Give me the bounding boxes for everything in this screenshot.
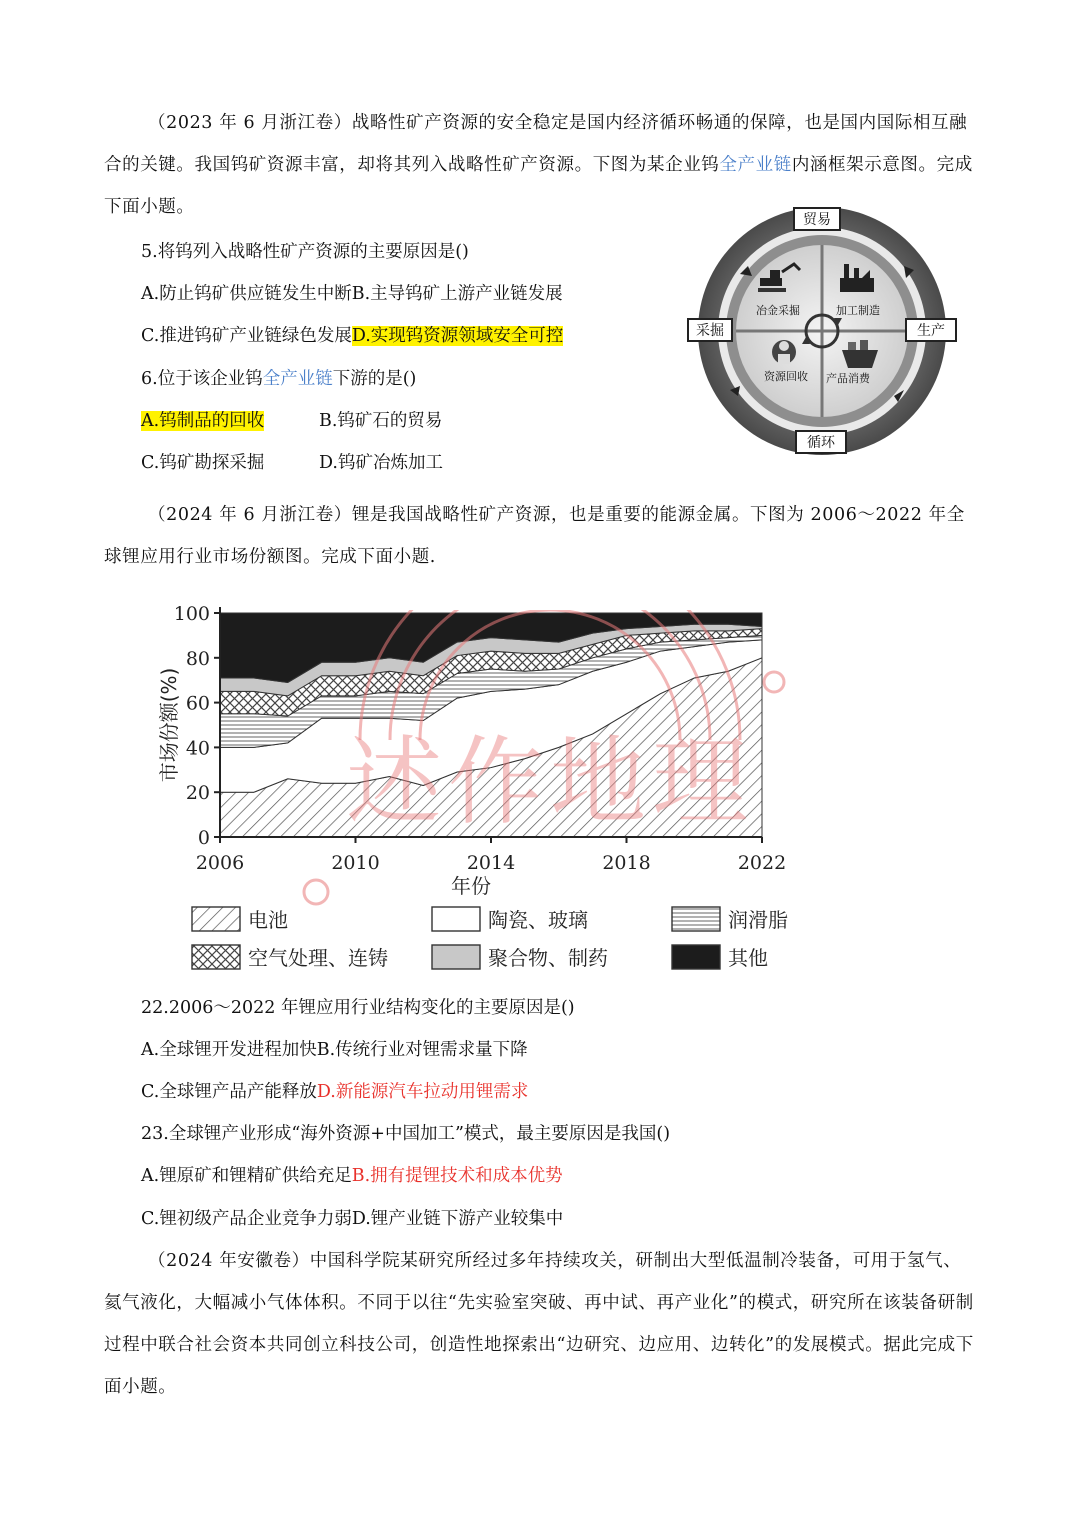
series-battery-legend-swatch	[192, 907, 240, 931]
series-ceramics-glass-legend-swatch	[432, 907, 480, 931]
q6-options-ab	[141, 409, 443, 433]
outer-label-trade: 贸易	[803, 212, 831, 228]
q6-stem-prefix: 6.位于该企业钨	[141, 369, 263, 389]
quadrant-label: 冶金采掘	[756, 304, 800, 317]
outer-label-production: 生产	[917, 323, 945, 339]
series-grease-legend-label: 润滑脂	[728, 908, 788, 932]
q6-stem	[141, 367, 416, 391]
y-tick-label: 40	[185, 737, 210, 760]
q6-option-a-answer: A.钨制品的回收	[141, 411, 265, 431]
series-air-casting-legend-label: 空气处理、连铸	[248, 946, 388, 970]
outer-label-mining: 采掘	[696, 323, 724, 339]
q5-options-ab	[141, 282, 563, 306]
section3-intro: （2024 年安徽卷）中国科学院某研究所经过多年持续攻关，研制出大型低温制冷装备，可用于氢气、氦气液化，大幅减小气体体积。不同于以往“先实验室突破、再中试、再产业化”的模式，研究所在该装备研制过程中联合社会资本共同创立科技公司，创造性地探索出“边研究、边应用、边转化”的发展模式。据此完成下面小题。	[104, 1251, 974, 1397]
q6-stem-suffix: 下游的是()	[332, 369, 417, 389]
quadrant-label: 加工制造	[836, 304, 880, 317]
y-tick-label: 0	[197, 827, 210, 849]
chart-legend	[192, 907, 788, 970]
q22-options-cd	[141, 1080, 528, 1104]
y-tick-label: 80	[185, 647, 210, 670]
q22-options-ab	[141, 1038, 528, 1062]
quadrant-label: 资源回收	[764, 370, 808, 383]
section2-intro: （2024 年 6 月浙江卷）锂是我国战略性矿产资源，也是重要的能源金属。下图为 2006～2022 年全球锂应用行业市场份额图。完成下面小题.	[104, 505, 965, 567]
recycle-person-icon	[772, 340, 796, 364]
x-tick-label: 2010	[331, 852, 380, 874]
q23-options-cd	[141, 1207, 563, 1231]
tungsten-industry-chain-diagram	[682, 200, 962, 470]
series-other-legend-swatch	[672, 945, 720, 969]
x-axis-label: 年份	[451, 874, 491, 898]
outer-label-cycle: 循环	[807, 435, 835, 451]
q5-options-cd	[141, 324, 563, 348]
q6-option-d: D.钨矿冶炼加工	[319, 453, 443, 473]
q6-option-c: C.钨矿勘探采掘	[141, 453, 265, 473]
series-air-casting-legend-swatch	[192, 945, 240, 969]
q6-options-cd	[141, 451, 443, 475]
series-ceramics-glass-legend-label: 陶瓷、玻璃	[488, 908, 588, 932]
x-tick-label: 2022	[737, 852, 787, 874]
section1-intro-suffix: 内涵框架示意图。完成下面小题。	[104, 155, 973, 217]
q22-option-c: C.全球锂产品产能释放	[141, 1082, 317, 1102]
q5-option-b: B.主导钨矿上游产业链发展	[351, 284, 563, 304]
series-polymer-pharma-legend-label: 聚合物、制药	[488, 946, 608, 970]
q22-option-d-answer: D.新能源汽车拉动用锂需求	[316, 1082, 529, 1102]
q22-stem: 22.2006～2022 年锂应用行业结构变化的主要原因是()	[141, 998, 575, 1018]
stacked-areas	[220, 613, 762, 837]
q23-option-b-answer: B.拥有提锂技术和成本优势	[351, 1166, 563, 1186]
q6-option-b: B.钨矿石的贸易	[319, 411, 443, 431]
q23-option-d: D.锂产业链下游产业较集中	[351, 1209, 564, 1229]
q22-option-a: A.全球锂开发进程加快	[141, 1040, 317, 1060]
y-axis-label: 市场份额(%)	[157, 667, 181, 783]
x-tick-label: 2014	[466, 852, 516, 874]
y-tick-label: 60	[185, 692, 210, 715]
x-tick-label: 2006	[195, 852, 245, 874]
q23-option-c: C.锂初级产品企业竞争力弱	[141, 1209, 352, 1229]
q5-option-a: A.防止钨矿供应链发生中断	[141, 284, 352, 304]
q22-option-b: B.传统行业对锂需求量下降	[316, 1040, 528, 1060]
watermark-text: 述作地理	[346, 726, 754, 838]
q23-stem: 23.全球锂产业形成“海外资源+中国加工”模式，最主要原因是我国()	[141, 1124, 671, 1144]
q5-option-c: C.推进钨矿产业链绿色发展	[141, 326, 352, 346]
x-tick-label: 2018	[602, 852, 651, 874]
section1-intro-prefix: （2023 年 6 月浙江卷）战略性矿产资源的安全稳定是国内经济循环畅通的保障，也是国内国际相互融合的关键。我国钨矿资源丰富，却将其列入战略性矿产资源。下图为某企业钨	[104, 113, 968, 175]
quadrant-label: 产品消费	[826, 372, 870, 385]
q5-option-d-answer: D.实现钨资源领域安全可控	[351, 326, 564, 346]
series-other-legend-label: 其他	[728, 946, 768, 970]
q6-chain-link[interactable]: 全产业链	[262, 369, 333, 389]
series-battery-legend-label: 电池	[248, 908, 288, 932]
y-tick-label: 20	[185, 782, 210, 805]
q23-options-ab	[141, 1164, 563, 1188]
series-polymer-pharma-legend-swatch	[432, 945, 480, 969]
q23-option-a: A.锂原矿和锂精矿供给充足	[141, 1166, 352, 1186]
full-industry-chain-link[interactable]: 全产业链	[719, 155, 792, 175]
y-tick-label: 100	[173, 603, 210, 625]
q5-stem: 5.将钨列入战略性矿产资源的主要原因是()	[141, 242, 469, 262]
lithium-market-share-chart	[140, 595, 800, 980]
series-grease-legend-swatch	[672, 907, 720, 931]
